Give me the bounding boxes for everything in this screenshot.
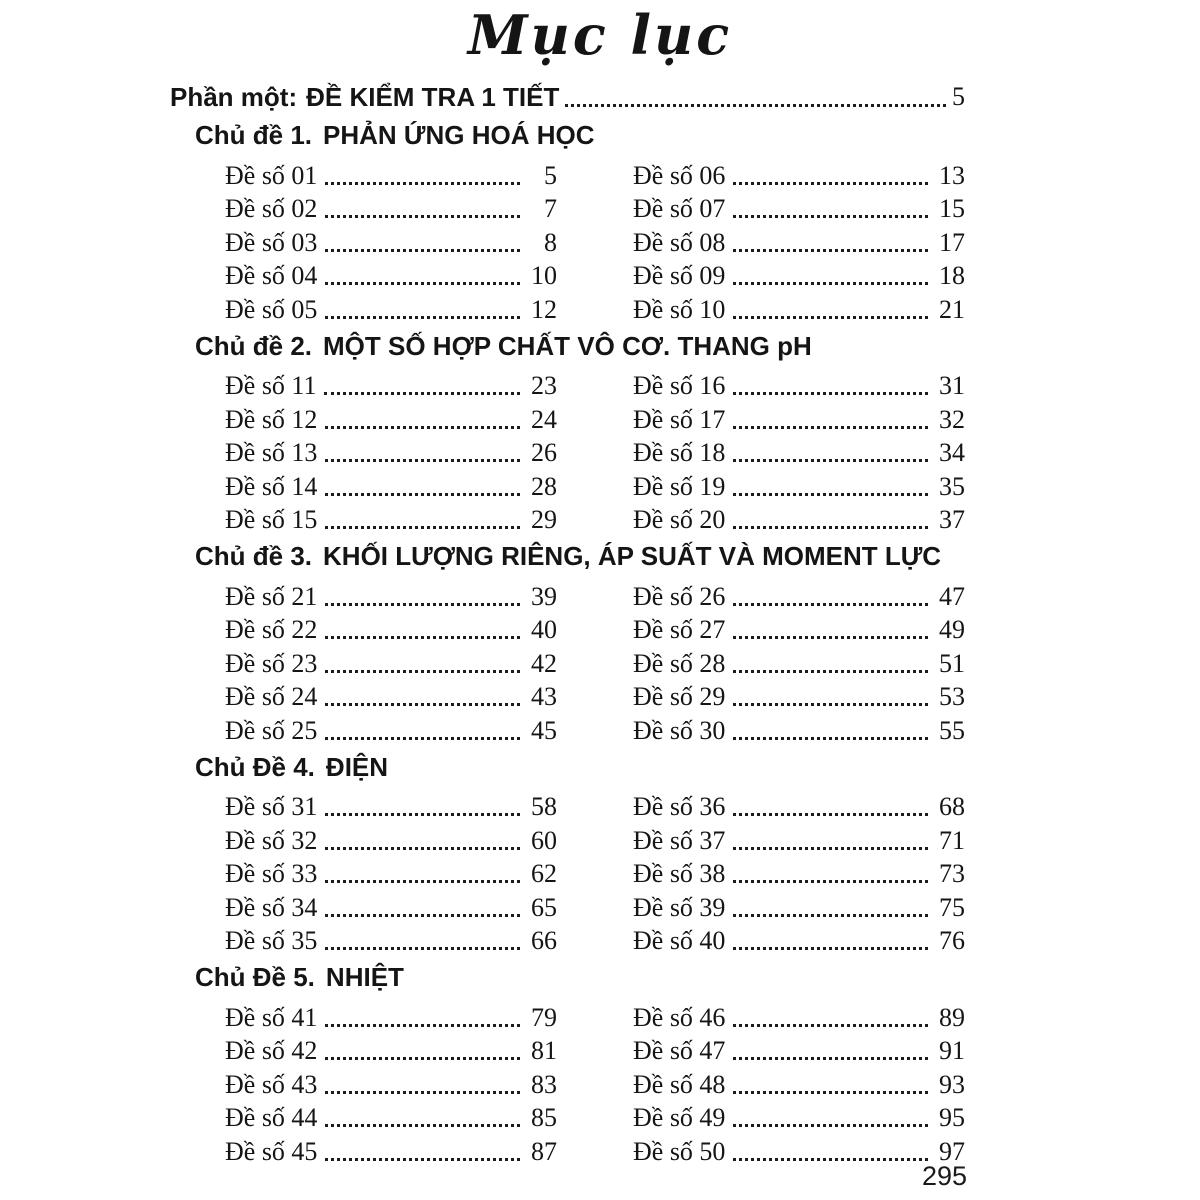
toc-column-right [633,578,965,746]
dotted-leader [325,182,520,185]
toc-column-left [225,157,557,325]
page-number: 295 [921,1161,967,1191]
dotted-leader [733,316,928,319]
entry-label: Đề số 33 [225,859,318,888]
dotted-leader [324,392,520,395]
section-number: Chủ đề 1. [195,120,313,150]
toc-entry [225,856,557,890]
dotted-leader [325,1158,520,1161]
entry-page: 29 [531,505,557,534]
part-heading [170,78,965,114]
toc-columns [225,789,965,957]
dotted-leader [733,880,928,883]
toc-column-left [225,368,557,536]
toc-entry [225,435,557,469]
entry-page: 42 [531,648,557,678]
toc-entry [225,401,557,435]
section-title: NHIỆT [325,962,404,992]
toc-entry [225,157,557,191]
entry-page: 49 [939,615,965,644]
entry-label: Đề số 29 [633,682,726,711]
entry-page: 10 [531,261,557,290]
entry-label: Đề số 01 [225,160,318,190]
entry-label: Đề số 37 [633,825,726,855]
dotted-leader [325,670,520,673]
entry-label: Đề số 41 [225,1002,318,1032]
entry-label: Đề số 12 [225,404,318,434]
toc-section [170,540,965,746]
toc-entry [633,889,965,923]
section-title: KHỐI LƯỢNG RIÊNG, ÁP SUẤT VÀ MOMENT LỰC [323,541,942,571]
section-number: Chủ đề 3. [195,541,313,571]
toc-entry [633,1100,965,1134]
entry-label: Đề số 44 [225,1103,318,1132]
toc-section [170,751,965,957]
toc-column-left [225,578,557,746]
part-title: ĐỀ KIỂM TRA 1 TIẾT [306,82,560,112]
entry-label: Đề số 02 [225,194,318,223]
entry-page: 5 [544,160,557,190]
entry-page: 75 [939,892,965,922]
entry-page: 65 [531,892,557,922]
entry-label: Đề số 11 [225,371,317,400]
toc-columns [225,999,965,1167]
entry-label: Đề số 14 [225,471,318,501]
toc-entry [633,502,965,536]
entry-page: 12 [531,294,557,324]
entry-page: 37 [939,505,965,534]
section-title: PHẢN ỨNG HOÁ HỌC [323,120,595,150]
section-number: Chủ Đề 5. [195,962,315,992]
entry-page: 28 [531,471,557,501]
toc-entry [633,401,965,435]
entry-page: 18 [939,261,965,290]
entry-page: 66 [531,926,557,955]
dotted-leader [733,636,928,639]
toc-columns [225,368,965,536]
entry-page: 40 [531,615,557,644]
dotted-leader [325,493,520,496]
entry-label: Đề số 18 [633,438,726,467]
toc-section [170,961,965,1167]
dotted-leader [325,636,520,639]
dotted-leader [733,392,928,395]
toc-entry [633,258,965,292]
entry-label: Đề số 38 [633,859,726,888]
entry-label: Đề số 22 [225,615,318,644]
toc-column-right [633,157,965,325]
toc-entry [633,578,965,612]
entry-page: 87 [531,1136,557,1166]
entry-label: Đề số 07 [633,194,726,223]
entry-label: Đề số 28 [633,648,726,678]
entry-page: 13 [939,160,965,190]
dotted-leader [733,426,928,429]
toc-entry [633,712,965,746]
dotted-leader [733,282,928,285]
dotted-leader [733,703,928,706]
entry-label: Đề số 43 [225,1069,318,1099]
toc-entry [633,645,965,679]
toc-section [170,119,965,325]
dotted-leader [733,215,928,218]
toc-entry [225,822,557,856]
toc-entry [225,889,557,923]
toc-entry [633,612,965,646]
toc-entry [225,679,557,713]
entry-label: Đề số 45 [225,1136,318,1166]
toc-entry [225,1033,557,1067]
entry-page: 71 [939,825,965,855]
section-heading [195,119,965,151]
entry-label: Đề số 46 [633,1002,726,1032]
toc-entry [633,224,965,258]
toc-entry [633,822,965,856]
entry-label: Đề số 04 [225,261,318,290]
dotted-leader [325,316,520,319]
toc-entry [633,368,965,402]
toc-entry [225,578,557,612]
dotted-leader [733,670,928,673]
dotted-leader [325,1057,520,1060]
toc-entry [633,1133,965,1167]
toc-column-right [633,999,965,1167]
entry-label: Đề số 36 [633,792,726,821]
entry-label: Đề số 42 [225,1036,318,1065]
entry-label: Đề số 27 [633,615,726,644]
toc-column-left [225,999,557,1167]
dotted-leader [325,282,520,285]
toc-entry [225,502,557,536]
toc-entry [225,291,557,325]
section-heading [195,751,965,783]
entry-page: 21 [939,294,965,324]
entry-label: Đề số 49 [633,1103,726,1132]
entry-label: Đề số 20 [633,505,726,534]
dotted-leader [733,603,928,606]
dotted-leader [325,947,520,950]
toc-entry [225,1100,557,1134]
entry-page: 73 [939,859,965,888]
toc-entry [225,468,557,502]
entry-label: Đề số 17 [633,404,726,434]
entry-page: 32 [939,404,965,434]
dotted-leader [733,459,928,462]
entry-label: Đề số 30 [633,715,726,745]
entry-label: Đề số 19 [633,471,726,501]
entry-page: 15 [939,194,965,223]
entry-label: Đề số 47 [633,1036,726,1065]
dotted-leader [733,947,928,950]
toc-entry [633,679,965,713]
toc-entry [225,1133,557,1167]
entry-label: Đề số 23 [225,648,318,678]
section-heading [195,330,965,362]
dotted-leader [325,813,520,816]
dotted-leader [325,603,520,606]
toc-entry [633,856,965,890]
dotted-leader [565,104,946,107]
entry-page: 91 [939,1036,965,1065]
entry-page: 95 [939,1103,965,1132]
toc-entry [225,645,557,679]
entry-page: 24 [531,404,557,434]
entry-page: 85 [531,1103,557,1132]
toc-entry [633,999,965,1033]
dotted-leader [733,526,928,529]
dotted-leader [733,737,928,740]
entry-page: 55 [939,715,965,745]
dotted-leader [325,914,520,917]
toc-entry [225,612,557,646]
entry-label: Đề số 09 [633,261,726,290]
entry-page: 81 [531,1036,557,1065]
toc-entry [633,191,965,225]
dotted-leader [733,249,928,252]
entry-label: Đề số 35 [225,926,318,955]
entry-label: Đề số 15 [225,505,318,534]
entry-page: 53 [939,682,965,711]
entry-page: 31 [939,371,965,400]
section-heading [195,961,965,993]
entry-page: 45 [531,715,557,745]
dotted-leader [325,249,520,252]
entry-page: 97 [939,1136,965,1166]
entry-label: Đề số 05 [225,294,318,324]
entry-label: Đề số 34 [225,892,318,922]
entry-page: 35 [939,471,965,501]
entry-label: Đề số 03 [225,227,318,257]
dotted-leader [733,493,928,496]
dotted-leader [733,813,928,816]
entry-label: Đề số 39 [633,892,726,922]
toc-entry [225,258,557,292]
toc-entry [225,1066,557,1100]
toc-columns [225,578,965,746]
entry-label: Đề số 32 [225,825,318,855]
part-label: Phần một: [170,82,298,112]
toc-entry [633,1033,965,1067]
toc-entry [225,224,557,258]
section-number: Chủ đề 2. [195,330,313,361]
dotted-leader [325,215,520,218]
dotted-leader [325,703,520,706]
entry-page: 23 [531,371,557,400]
entry-label: Đề số 40 [633,926,726,955]
entry-page: 83 [531,1069,557,1099]
toc-entry [633,157,965,191]
sections-container [170,119,965,1167]
entry-page: 47 [939,581,965,611]
toc-entry [225,999,557,1033]
entry-label: Đề số 24 [225,682,318,711]
entry-label: Đề số 48 [633,1069,726,1099]
entry-page: 8 [544,227,557,257]
dotted-leader [325,459,520,462]
dotted-leader [733,182,928,185]
entry-page: 89 [939,1002,965,1032]
dotted-leader [733,1057,928,1060]
page-title: Mục lục [467,3,733,67]
entry-page: 79 [531,1002,557,1032]
entry-page: 39 [531,581,557,611]
toc-entry [633,468,965,502]
dotted-leader [325,1091,520,1094]
entry-label: Đề số 21 [225,581,318,611]
entry-page: 58 [531,792,557,821]
toc-column-right [633,368,965,536]
entry-label: Đề số 06 [633,160,726,190]
dotted-leader [733,1024,928,1027]
toc-column-right [633,789,965,957]
entry-label: Đề số 31 [225,792,318,821]
dotted-leader [733,1124,928,1127]
toc-section [170,330,965,536]
dotted-leader [733,1158,928,1161]
dotted-leader [733,1091,928,1094]
toc-entry [633,435,965,469]
toc-entry [633,923,965,957]
section-title: MỘT SỐ HỢP CHẤT VÔ CƠ. THANG pH [323,330,812,361]
entry-page: 43 [531,682,557,711]
toc-columns [225,157,965,325]
entry-page: 17 [939,227,965,257]
toc-entry [225,191,557,225]
entry-page: 7 [544,194,557,223]
dotted-leader [325,737,520,740]
dotted-leader [325,880,520,883]
dotted-leader [325,1024,520,1027]
entry-page: 34 [939,438,965,467]
dotted-leader [325,847,520,850]
toc-entry [225,368,557,402]
dotted-leader [325,1124,520,1127]
section-title: ĐIỆN [325,751,389,782]
toc-entry [633,1066,965,1100]
entry-label: Đề số 26 [633,581,726,611]
section-number: Chủ Đề 4. [195,751,315,782]
entry-page: 26 [531,438,557,467]
section-heading [195,540,965,572]
entry-label: Đề số 13 [225,438,318,467]
toc-entry [225,712,557,746]
entry-label: Đề số 25 [225,715,318,745]
entry-label: Đề số 16 [633,371,726,400]
entry-label: Đề số 10 [633,294,726,324]
toc-entry [225,923,557,957]
entry-page: 62 [531,859,557,888]
toc-entry [633,291,965,325]
dotted-leader [325,526,520,529]
entry-page: 68 [939,792,965,821]
toc-column-left [225,789,557,957]
entry-page: 76 [939,926,965,955]
dotted-leader [733,847,928,850]
dotted-leader [325,426,520,429]
part-page: 5 [952,82,965,111]
toc-entry [225,789,557,823]
entry-page: 93 [939,1069,965,1099]
entry-label: Đề số 08 [633,227,726,257]
entry-label: Đề số 50 [633,1136,726,1166]
entry-page: 60 [531,825,557,855]
dotted-leader [733,914,928,917]
toc-entry [633,789,965,823]
entry-page: 51 [939,648,965,678]
toc-content [0,68,1200,1167]
